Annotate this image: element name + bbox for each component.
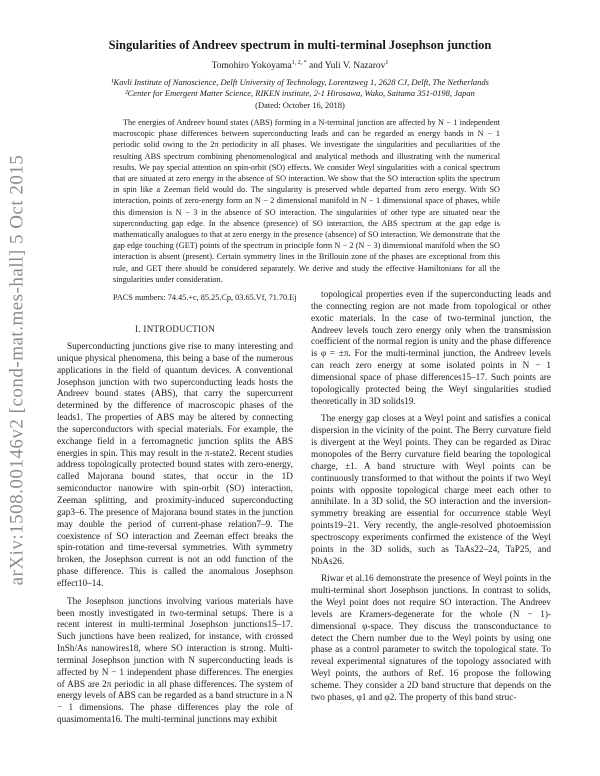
arxiv-identifier	[4, 150, 30, 590]
affiliation: ²Center for Emergent Matter Science, RIKEN institute, 2-1 Hirosawa, Wako, Saitama 351-0198, Japan	[125, 88, 475, 98]
author-list	[60, 60, 540, 71]
date-line: (Dated: October 16, 2018)	[255, 100, 345, 110]
arxiv-identifier-text: arXiv:1508.00146v2 [cond-mat.mes-hall] 5 Oct 2015	[6, 154, 27, 586]
body-paragraph: topological properties even if the superconducting leads and the connecting region are not made from topological or other exotic materials. In the case of two-terminal junction, the Andreev levels touch zero energy only when the transmission coefficient of the normal region is unity and the phase difference is φ = ±π. For the multi-terminal junction, the Andreev levels can reach zero energy at some isolated points in N − 1 dimensional space of phase differences15–17. Such points are topologically protected being the Weyl singularities studied theoretically in 3D solids19.	[311, 290, 551, 407]
abstract: The energies of Andreev bound states (ABS) forming in a N-terminal junction are affected by N − 1 independent macroscopic phase differences between superconducting leads and can be regarded as energy bands in N − 1 periodic solid owing to the 2π periodicity in all phases. We investigate the singularities and peculiarities of the resulting ABS spectrum combining phenomenological and analytical methods and illustrating with the numerical results. We pay special attention on spin-orbit (SO) effects. We consider Weyl singularities with a conical spectrum that are situated at zero energy in the absence of SO interaction. We show that the SO interaction splits the spectrum in spin like a Zeeman field would do. The singularity is preserved while departed from zero energy. With SO interaction, points of zero-energy form an N − 2 dimensional manifold in N − 1 dimensional space of phases, while this dimension is N − 3 in the absence of SO interaction. The singularities of other type are situated near the superconducting gap edge. In the absence (presence) of SO interaction, the ABS spectrum at the gap edge is mathematically analogues to that at zero energy in the presence (absence) of SO interaction. We demonstrate that the gap edge touching (GET) points of the spectrum in principle form N − 2 (N − 3) dimensional manifold when the SO interaction is absent (present). Certain symmetry lines in the Brillouin zone of the phases are exceptional from this rule, and GET there should be considered separately. We derive and study the effective Hamiltonians for all the singularities under consideration.	[113, 118, 500, 284]
author-name: Tomohiro Yokoyama	[211, 61, 292, 72]
pacs-numbers: PACS numbers: 74.45.+c, 85.25.Cp, 03.65.Vf, 71.70.Ej	[113, 293, 297, 302]
left-column	[57, 290, 293, 733]
affiliation: ¹Kavli Institute of Nanoscience, Delft University of Technology, Lorentzweg 1, 2628 CJ, Delft, The Netherlands	[110, 77, 489, 87]
body-paragraph: The Josephson junctions involving various materials have been mostly investigated in two-terminal setups. There is a recent interest in multi-terminal Josephson junctions15–17. Such junctions have been realized, for instance, with crossed InSb/As nanowires18, where SO interaction is strong. Multi-terminal Josephson junction with N superconducting leads is affected by N − 1 independent phase differences. The energies of ABS are 2π periodic in all phase differences. The system of energy levels of ABS can be regarded as a band structure in a N − 1 dimensions. The phase differences play the role of quasimomenta16. The multi-terminal junctions may exhibit	[57, 596, 293, 726]
section-heading: I. INTRODUCTION	[135, 324, 215, 334]
body-paragraph: The energy gap closes at a Weyl point and satisfies a conical dispersion in the vicinity of the point. The Berry curvature field is divergent at the Weyl points. They can be regarded as Dirac monopoles of the Berry curvature field bearing the topological charge, ±1. A band structure with Weyl points can be continuously transformed to that without the points if two Weyl points with opposite topological charge meet each other to annihilate. In a 3D solid, the SO interaction and the inversion-symmetry breaking are essential for occurrence stable Weyl points19–21. Very recently, the angle-resolved photoemission spectroscopy experiments confirmed the existence of the Weyl points in the 3D solids, such as TaAs22–24, TaP25, and NbAs26.	[311, 414, 551, 567]
body-paragraph: Superconducting junctions give rise to many interesting and unique physical phenomena, this being a base of the numerous applications in the field of quantum devices. A conventional Josephson junction with two superconducting leads hosts the Andreev bound states (ABS), that carry the supercurrent determined by the difference of macroscopic phases of the leads1. The properties of ABS may be altered by connecting the superconductors with special materials. For example, the exchange field in a ferromagnetic junction splits the ABS energies in spin. This may result in the π-state2. Recent studies address topologically protected bound states with zero-energy, called Majorana bound states, that occur in the 1D semiconductor nanowire with spin-orbit (SO) interaction, Zeeman splitting, and proximity-induced superconducting gap3–6. The presence of Majorana bound states in the junction may double the period of current-phase relation7–9. The coexistence of SO interaction and Zeeman effect breaks the spin-rotation and time-reversal symmetries. With symmetry broken, the Josephson current is not an odd function of the phase difference. This is called the anomalous Josephson effect10–14.	[57, 342, 293, 589]
author-name: Yuli V. Nazarov	[324, 61, 386, 72]
author-connector: and	[306, 61, 325, 72]
author-affiliation-mark: 1, 2, *	[291, 60, 307, 66]
paper-title: Singularities of Andreev spectrum in multi-terminal Josephson junction	[108, 38, 492, 52]
body-paragraph: Riwar et al.16 demonstrate the presence of Weyl points in the multi-terminal short Josephson junctions. In contrast to solids, the Weyl point does not require SO interaction. The Andreev levels are Kramers-degenerate for the whole (N − 1)-dimensional φ-space. They discuss the transconductance to detect the Chern number due to the Weyl points by using one phase as a control parameter to switch the topological state. To reveal experimental signatures of the topology associated with Weyl points, the authors of Ref. 16 propose the following scheme. They consider a 2D band structure that depends on the two phases, φ1 and φ2. The property of this band struc-	[311, 574, 551, 703]
author-affiliation-mark: 1	[385, 60, 389, 66]
right-column	[311, 290, 551, 711]
